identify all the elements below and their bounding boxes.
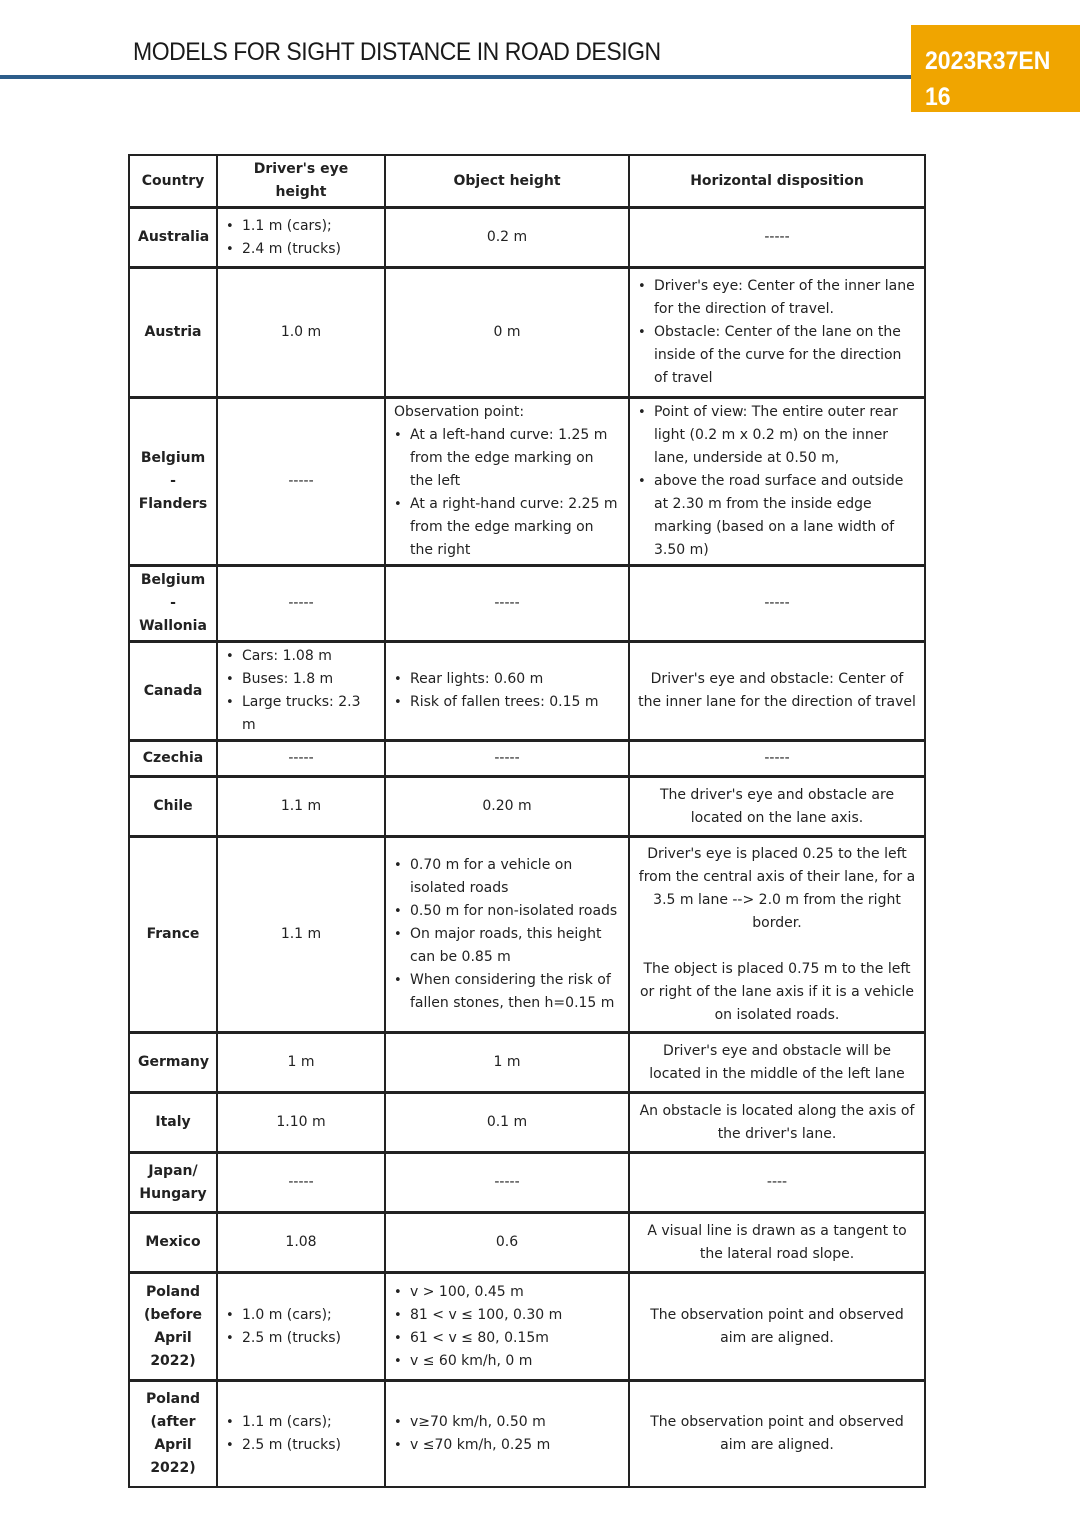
list-item: • v≥70 km/h, 0.50 m [394, 1411, 620, 1434]
country-cell: Germany [130, 1034, 218, 1094]
country-cell: Australia [130, 209, 218, 269]
eye-height-cell [218, 1274, 386, 1382]
object-height-cell: 0.1 m [386, 1094, 630, 1154]
object-height-cell: 0.2 m [386, 209, 630, 269]
table-row [130, 567, 924, 643]
list-item: • At a left-hand curve: 1.25 m from the edge marking on the left [394, 424, 620, 493]
object-height-cell: ----- [386, 1154, 630, 1214]
page-number: 16 [925, 83, 951, 111]
horizontal-disposition-cell [630, 269, 924, 399]
object-height-cell [386, 838, 630, 1034]
horizontal-disposition-cell: An obstacle is located along the axis of the driver's lane. [630, 1094, 924, 1154]
list-item: • 1.1 m (cars); [226, 215, 376, 238]
horizontal-disposition-cell: ----- [630, 742, 924, 778]
country-cell: Belgium - Wallonia [130, 567, 218, 643]
horizontal-disposition-cell: ----- [630, 209, 924, 269]
table-row [130, 209, 924, 269]
country-cell: France [130, 838, 218, 1034]
list-item: • 1.1 m (cars); [226, 1411, 376, 1434]
eye-height-cell: 1.1 m [218, 778, 386, 838]
list-item: • When considering the risk of fallen stones, then h=0.15 m [394, 969, 620, 1015]
list-item: • v ≤ 60 km/h, 0 m [394, 1350, 620, 1373]
table-row [130, 1274, 924, 1382]
table-row [130, 838, 924, 1034]
eye-height-cell: 1.08 [218, 1214, 386, 1274]
driver-eye-paragraph: Driver's eye is placed 0.25 to the left from the central axis of their lane, for a 3.5 m lane --> 2.0 m from the right border. [638, 845, 916, 931]
country-cell: Austria [130, 269, 218, 399]
country-cell: Mexico [130, 1214, 218, 1274]
eye-height-cell: ----- [218, 399, 386, 567]
country-cell: Poland (after April 2022) [130, 1382, 218, 1486]
table-header-row [130, 156, 924, 209]
country-cell: Chile [130, 778, 218, 838]
country-cell: Italy [130, 1094, 218, 1154]
object-height-cell: 0 m [386, 269, 630, 399]
object-height-cell [386, 1274, 630, 1382]
country-cell: Canada [130, 643, 218, 742]
table-row [130, 269, 924, 399]
list-item: • At a right-hand curve: 2.25 m from the edge marking on the right [394, 493, 620, 562]
country-cell: Poland (before April 2022) [130, 1274, 218, 1382]
horizontal-disposition-cell [630, 399, 924, 567]
horizontal-disposition-cell: ----- [630, 567, 924, 643]
eye-height-cell [218, 1382, 386, 1486]
list-item: • 0.50 m for non-isolated roads [394, 900, 620, 923]
list-item: • above the road surface and outside at 2.30 m from the inside edge marking (based on a lane width of 3.50 m) [638, 470, 916, 562]
column-header: Object height [386, 156, 630, 209]
country-cell: Japan/ Hungary [130, 1154, 218, 1214]
table-row [130, 1154, 924, 1214]
table-row [130, 399, 924, 567]
list-item: • v ≤70 km/h, 0.25 m [394, 1434, 620, 1457]
column-header: Country [130, 156, 218, 209]
list-item: • 81 < v ≤ 100, 0.30 m [394, 1304, 620, 1327]
object-height-cell: ----- [386, 567, 630, 643]
list-item: • v > 100, 0.45 m [394, 1281, 620, 1304]
country-cell: Belgium - Flanders [130, 399, 218, 567]
horizontal-disposition-cell: The driver's eye and obstacle are located on the lane axis. [630, 778, 924, 838]
eye-height-cell: 1.1 m [218, 838, 386, 1034]
object-paragraph: The object is placed 0.75 m to the left or right of the lane axis if it is a vehicle on isolated roads. [639, 960, 914, 1023]
list-item: • Risk of fallen trees: 0.15 m [394, 691, 620, 714]
table-row [130, 643, 924, 742]
column-header: Driver's eye height [218, 156, 386, 209]
horizontal-disposition-cell [630, 838, 924, 1034]
object-height-cell: 0.6 [386, 1214, 630, 1274]
list-item: • Obstacle: Center of the lane on the inside of the curve for the direction of travel [638, 321, 916, 390]
paragraph-gap [638, 935, 916, 958]
list-item: • 2.5 m (trucks) [226, 1327, 376, 1350]
list-item: • Cars: 1.08 m [226, 645, 376, 668]
report-reference-box [911, 25, 1080, 112]
observation-point-label: Observation point: [394, 404, 525, 420]
eye-height-cell: ----- [218, 1154, 386, 1214]
sight-distance-table [128, 154, 926, 1488]
column-header: Horizontal disposition [630, 156, 924, 209]
horizontal-disposition-cell: A visual line is drawn as a tangent to the lateral road slope. [630, 1214, 924, 1274]
horizontal-disposition-cell: The observation point and observed aim are aligned. [650, 1414, 904, 1453]
horizontal-disposition-cell: Driver's eye and obstacle: Center of the inner lane for the direction of travel [630, 643, 924, 742]
object-height-cell [386, 399, 630, 567]
eye-height-cell: 1.0 m [218, 269, 386, 399]
list-item: • 1.0 m (cars); [226, 1304, 376, 1327]
table-row [130, 778, 924, 838]
horizontal-disposition-cell: Driver's eye and obstacle will be located in the middle of the left lane [630, 1034, 924, 1094]
table-row [130, 742, 924, 778]
table-row [130, 1382, 924, 1486]
object-height-cell: 0.20 m [386, 778, 630, 838]
report-code: 2023R37EN [925, 47, 1051, 75]
horizontal-disposition-cell: The observation point and observed aim are aligned. [630, 1274, 924, 1382]
eye-height-cell [218, 209, 386, 269]
list-item: • 2.4 m (trucks) [226, 238, 376, 261]
table-row [130, 1094, 924, 1154]
eye-height-cell [218, 643, 386, 742]
list-item: • Rear lights: 0.60 m [394, 668, 620, 691]
object-height-cell: 1 m [386, 1034, 630, 1094]
eye-height-cell: ----- [218, 567, 386, 643]
header-rule [0, 75, 912, 79]
eye-height-cell: 1.10 m [218, 1094, 386, 1154]
list-item: • 0.70 m for a vehicle on isolated roads [394, 854, 620, 900]
object-height-cell [386, 1382, 630, 1486]
eye-height-cell: ----- [218, 742, 386, 778]
object-height-cell: ----- [386, 742, 630, 778]
table-row [130, 1034, 924, 1094]
list-item: • 61 < v ≤ 80, 0.15m [394, 1327, 620, 1350]
list-item: • Buses: 1.8 m [226, 668, 376, 691]
object-height-cell [386, 643, 630, 742]
list-item: • Point of view: The entire outer rear light (0.2 m x 0.2 m) on the inner lane, underside at 0.50 m, [638, 401, 916, 470]
country-cell: Czechia [130, 742, 218, 778]
horizontal-disposition-cell: ---- [630, 1154, 924, 1214]
list-item: • Driver's eye: Center of the inner lane for the direction of travel. [638, 275, 916, 321]
list-item: • Large trucks: 2.3 m [226, 691, 376, 737]
list-item: • On major roads, this height can be 0.85 m [394, 923, 620, 969]
document-title: MODELS FOR SIGHT DISTANCE IN ROAD DESIGN [133, 38, 661, 66]
table-row [130, 1214, 924, 1274]
eye-height-cell: 1 m [218, 1034, 386, 1094]
list-item: • 2.5 m (trucks) [226, 1434, 376, 1457]
